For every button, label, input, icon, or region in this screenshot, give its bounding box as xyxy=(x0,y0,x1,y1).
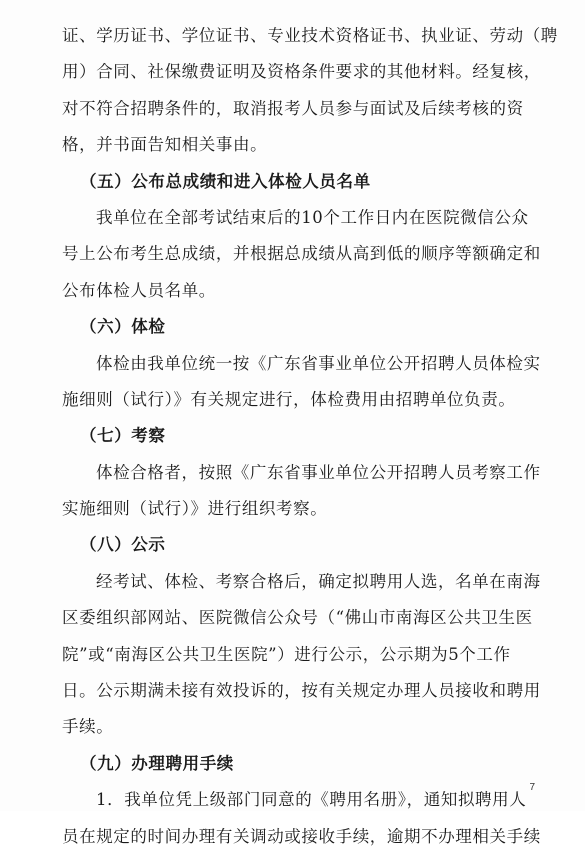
paragraph-line: 实施细则（试行）》进行组织考察。 xyxy=(62,499,328,519)
section-heading-6: （六）体检 xyxy=(80,317,166,337)
paragraph-line: 公布体检人员名单。 xyxy=(62,280,216,300)
paragraph-line: 手续。 xyxy=(62,717,114,737)
paragraph-line: 院”或“南海区公共卫生医院”）进行公示，公示期为5个工作 xyxy=(62,644,511,664)
paragraph-line: 1．我单位凭上级部门同意的《聘用名册》，通知拟聘用人 xyxy=(96,790,527,810)
paragraph-line: 证、学历证书、学位证书、专业技术资格证书、执业证、劳动（聘 xyxy=(62,26,558,45)
paragraph-line: 区委组织部网站、医院微信公众号（“佛山市南海区公共卫生医 xyxy=(62,608,533,628)
document-body xyxy=(62,18,558,855)
section-heading-5: （五）公布总成绩和进入体检人员名单 xyxy=(80,171,371,191)
page-number: 7 xyxy=(529,782,535,793)
paragraph-line: 体检由我单位统一按《广东省事业单位公开招聘人员体检实 xyxy=(96,353,541,373)
paragraph-line: 经考试、体检、考察合格后，确定拟聘用人选，名单在南海 xyxy=(96,571,541,591)
paragraph-line: 施细则（试行）》有关规定进行，体检费用由招聘单位负责。 xyxy=(62,389,516,409)
section-heading-9: （九）办理聘用手续 xyxy=(80,753,234,773)
paragraph-line: 号上公布考生总成绩，并根据总成绩从高到低的顺序等额确定和 xyxy=(62,244,541,264)
paragraph-line: 对不符合招聘条件的，取消报考人员参与面试及后续考核的资 xyxy=(62,98,524,118)
paragraph-line: 用）合同、社保缴费证明及资格条件要求的其他材料。经复核， xyxy=(62,62,541,82)
section-heading-7: （七）考察 xyxy=(80,426,166,446)
paragraph-line: 日。公示期满未接有效投诉的，按有关规定办理人员接收和聘用 xyxy=(62,681,541,701)
paragraph-line: 格，并书面告知相关事由。 xyxy=(62,135,268,155)
section-heading-8: （八）公示 xyxy=(80,535,166,555)
paragraph-line: 员在规定的时间办理有关调动或接收手续，逾期不办理相关手续 xyxy=(62,826,541,846)
paragraph-line: 体检合格者，按照《广东省事业单位公开招聘人员考察工作 xyxy=(96,462,541,482)
paragraph-line: 我单位在全部考试结束后的10个工作日内在医院微信公众 xyxy=(96,207,529,227)
